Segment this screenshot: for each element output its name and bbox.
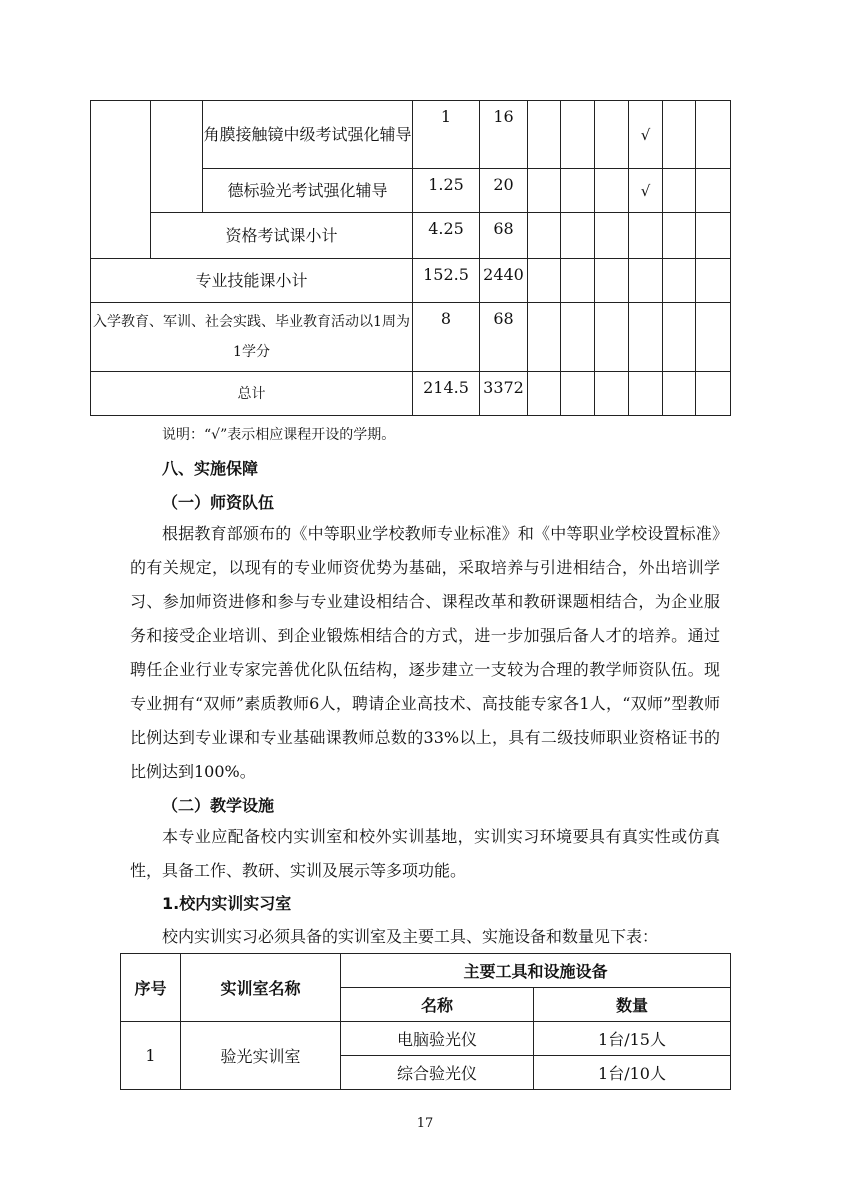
hours-cell: 2440 [480,259,528,303]
paragraph-faculty: 根据教育部颁布的《中等职业学校教师专业标准》和《中等职业学校设置标准》的有关规定，以现有的专业师资优势为基础，采取培养与引进相结合，外出培训学习、参加师资进修和参与专业建设相结合、课程改革和教研课题相结合，为企业服务和接受企业培训、到企业锻炼相结合的方式，进一步加强后备人才的培养。通过聘任企业行业专家完善优化队伍结构，逐步建立一支较为合理的教学师资队伍。现专业拥有“双师”素质教师6人，聘请企业高技术、高技能专家各1人，“双师”型教师比例达到专业课和专业基础课教师总数的33%以上，具有二级技师职业资格证书的比例达到100%。 [130,524,720,781]
subsection-heading: （一）师资队伍 [162,493,275,512]
section-heading: 八、实施保障 [162,459,259,478]
subtotal-label: 资格考试课小计 [151,213,413,259]
equipment-quantity: 1台/15人 [534,1022,731,1056]
credits-cell: 1.25 [413,169,480,213]
table-row [91,213,731,259]
activity-label: 入学教育、军训、社会实践、毕业教育活动以1周为1学分 [91,303,413,372]
subsection-heading: 1.校内实训实习室 [162,894,292,913]
table-row [91,303,731,372]
table-row [91,259,731,303]
table-row [91,372,731,416]
header-quantity: 数量 [534,988,731,1022]
credits-cell: 214.5 [413,372,480,416]
table-row [91,101,731,169]
semester-check: √ [629,101,663,169]
equipment-name: 电脑验光仪 [341,1022,534,1056]
hours-cell: 16 [480,101,528,169]
table-header-row [121,954,731,988]
paragraph-training-rooms: 校内实训实习必须具备的实训室及主要工具、实施设备和数量见下表： [162,927,659,946]
subcategory-cell [151,101,203,213]
hours-cell: 20 [480,169,528,213]
table-row [121,1022,731,1056]
subsection-heading: （二）教学设施 [162,796,275,815]
hours-cell: 68 [480,303,528,372]
semester-check: √ [629,169,663,213]
course-name: 角膜接触镜中级考试强化辅导 [203,101,413,169]
curriculum-table [90,100,731,416]
credits-cell: 152.5 [413,259,480,303]
room-name: 验光实训室 [181,1022,341,1090]
hours-cell: 3372 [480,372,528,416]
table-note: 说明：“√”表示相应课程开设的学期。 [162,427,396,443]
subtotal-label: 专业技能课小计 [91,259,413,303]
equipment-name: 综合验光仪 [341,1056,534,1090]
header-no: 序号 [121,954,181,1022]
header-name: 名称 [341,988,534,1022]
row-no: 1 [121,1022,181,1090]
hours-cell: 68 [480,213,528,259]
header-equipment-group: 主要工具和设施设备 [341,954,731,988]
credits-cell: 1 [413,101,480,169]
header-room: 实训室名称 [181,954,341,1022]
total-label: 总计 [91,372,413,416]
category-cell [91,101,151,259]
page-number: 17 [416,1116,434,1131]
course-name: 德标验光考试强化辅导 [203,169,413,213]
paragraph-facilities: 本专业应配备校内实训室和校外实训基地，实训实习环境要具有真实性或仿真性，具备工作、教研、实训及展示等多项功能。 [130,827,720,880]
credits-cell: 4.25 [413,213,480,259]
facilities-table [120,953,731,1090]
credits-cell: 8 [413,303,480,372]
equipment-quantity: 1台/10人 [534,1056,731,1090]
